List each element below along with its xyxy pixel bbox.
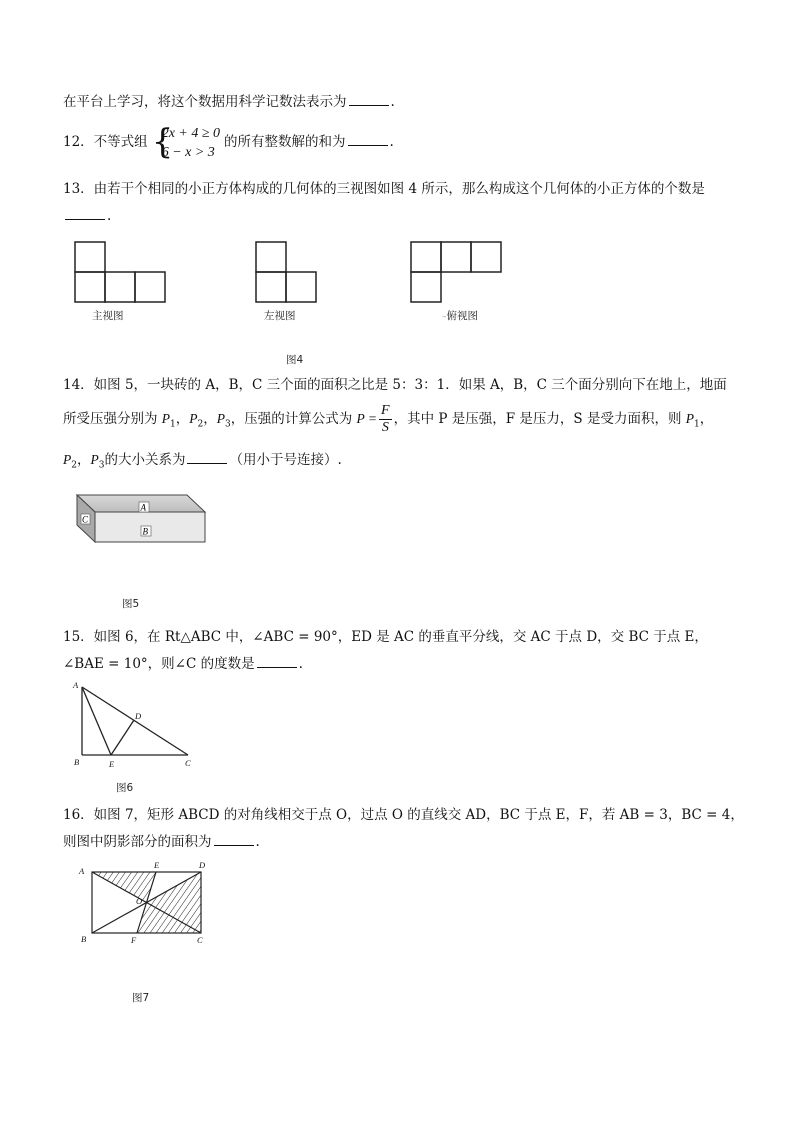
q13-line1: 13．由若干个相同的小正方体构成的几何体的三视图如图 4 所示，那么构成这个几何体的小正方体的个数是	[63, 181, 705, 197]
q15-line2: ∠BAE = 10°，则∠C 的度数是 .	[63, 656, 303, 672]
top-view-cell	[411, 242, 441, 272]
q11-text: 在平台上学习，将这个数据用科学记数法表示为	[63, 94, 347, 110]
figure-6-triangle	[70, 678, 210, 778]
left-view-cell	[256, 272, 286, 302]
left-view-label: 左视图	[264, 310, 296, 322]
vertex-d: D	[199, 860, 206, 870]
front-view-cell	[135, 272, 165, 302]
answer-blank-14[interactable]	[187, 450, 227, 464]
answer-blank-13[interactable]	[65, 206, 105, 220]
vertex-b: B	[74, 757, 80, 767]
top-view-cell	[471, 242, 501, 272]
top-view-cell	[411, 272, 441, 302]
q12-prefix: 12．不等式组	[63, 134, 148, 150]
face-b-label: B	[142, 526, 148, 537]
q14-line1: 14．如图 5，一块砖的 A，B，C 三个面的面积之比是 5：3：1．如果 A，B，C 三个面分别向下在地上，地面	[63, 377, 727, 393]
q16-line2: 则图中阴影部分的面积为 .	[63, 834, 260, 850]
figure-5-brick	[72, 490, 232, 570]
shaded-region	[92, 872, 156, 903]
figure-7-rectangle	[74, 858, 224, 978]
vertex-a: A	[79, 866, 85, 876]
left-view-cell	[286, 272, 316, 302]
vertex-a: A	[73, 680, 79, 690]
point-e: E	[154, 860, 160, 870]
answer-blank-16[interactable]	[214, 832, 254, 846]
q14-line3: $P_2$，$P_3$的大小关系为 （用小于号连接）.	[63, 452, 342, 471]
q15-line1: 15．如图 6，在 Rt△ABC 中，∠ABC = 90°，ED 是 AC 的垂直平分线，交 AC 于点 D，交 BC 于点 E，	[63, 629, 708, 645]
figure-4	[0, 238, 794, 338]
front-view-cell	[105, 272, 135, 302]
front-view-cell	[75, 272, 105, 302]
answer-blank-15[interactable]	[257, 654, 297, 668]
figure-7-caption: 图7	[132, 992, 150, 1004]
answer-blank-11[interactable]	[349, 92, 389, 106]
inequality-system: { 2x + 4 ≥ 0 6 − x > 3	[151, 121, 221, 162]
figure-5-caption: 图5	[122, 598, 140, 610]
point-e: E	[109, 759, 115, 769]
left-view-cell	[256, 242, 286, 272]
face-c-label: C	[82, 514, 89, 525]
figure-6-caption: 图6	[116, 782, 134, 794]
q11-tail: 在平台上学习，将这个数据用科学记数法表示为 .	[63, 94, 395, 110]
q16-line1: 16．如图 7，矩形 ABCD 的对角线相交于点 O，过点 O 的直线交 AD，BC 于点 E，F，若 AB = 3，BC = 4，	[63, 807, 744, 823]
answer-blank-12[interactable]	[348, 132, 388, 146]
front-view-label: 主视图	[92, 310, 124, 322]
q12: 12．不等式组 { 2x + 4 ≥ 0 6 − x > 3 的所有整数解的和为 .	[63, 121, 394, 162]
figure-4-caption: 图4	[286, 354, 304, 366]
front-view-cell	[75, 242, 105, 272]
face-a-label: A	[140, 502, 146, 513]
vertex-c: C	[185, 758, 191, 768]
vertex-c: C	[197, 935, 203, 945]
pressure-fraction: $\frac{F}{S}$	[381, 403, 390, 435]
point-d: D	[135, 711, 142, 721]
point-o: O	[136, 896, 143, 906]
top-view-label: –俯视图	[442, 310, 478, 322]
vertex-b: B	[81, 934, 87, 944]
top-view-cell	[441, 242, 471, 272]
point-f: F	[131, 935, 137, 945]
q14-line2: 所受压强分别为 $P_1$，$P_2$，$P_3$，压强的计算公式为 P = $\frac{F}{S}$ ，其中 P 是压强，F 是压力，S 是受力面积，则 $P_1$，	[63, 403, 714, 435]
q13-line2: .	[63, 206, 111, 225]
q12-suffix: 的所有整数解的和为	[224, 134, 346, 150]
